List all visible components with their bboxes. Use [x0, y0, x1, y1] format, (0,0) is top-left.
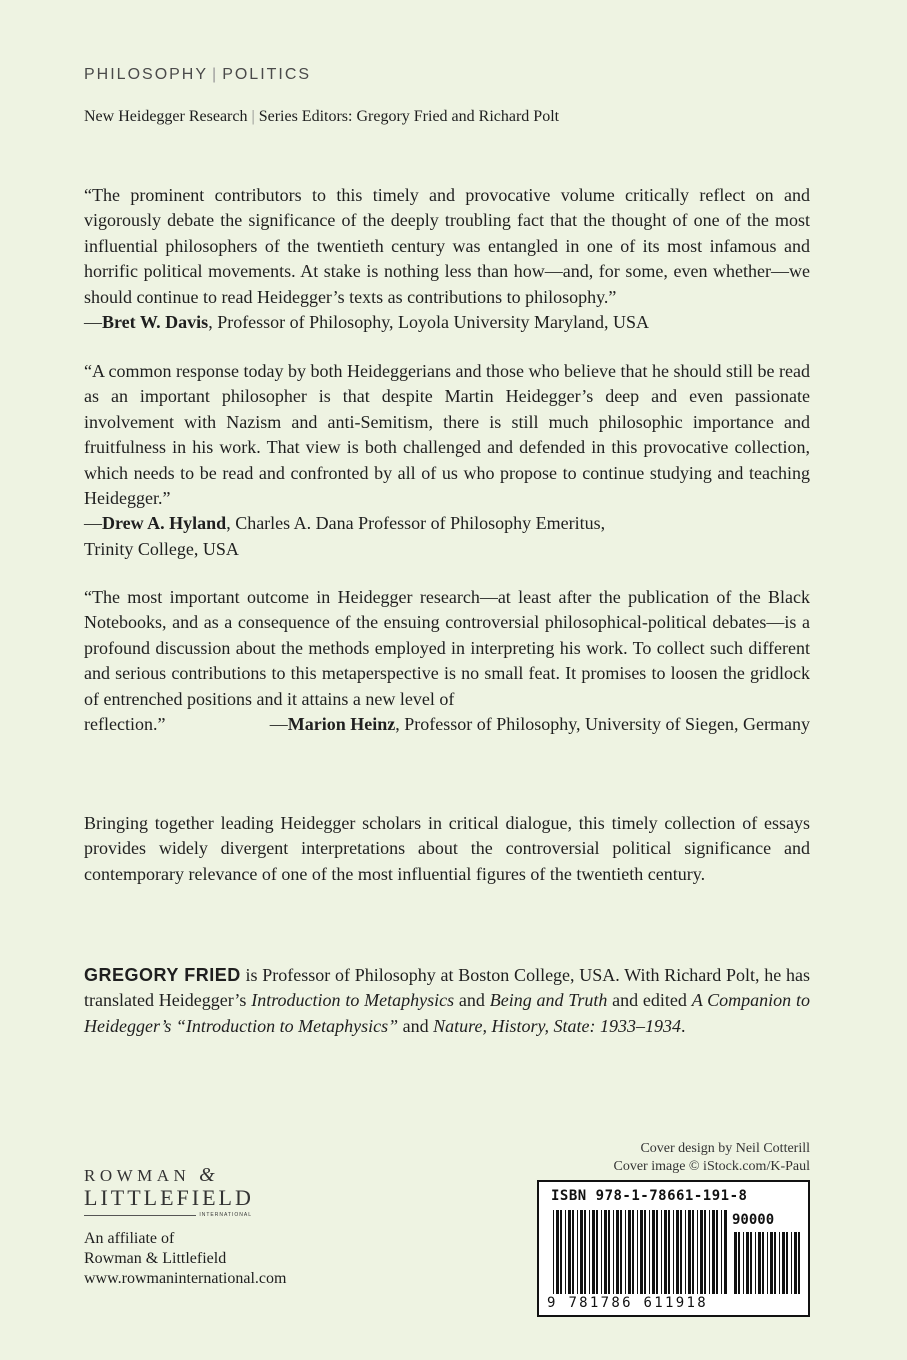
bio-text: . — [680, 1015, 686, 1036]
barcode-bar — [649, 1210, 650, 1294]
book-description: Bringing together leading Heidegger scholars in critical dialogue, this timely collection of essays provides widely divergent interpretations about the controversial political significance and contemporary relevance of one of the most influential figures of the twentieth century. — [84, 813, 810, 884]
logo-rowman: ROWMAN — [84, 1166, 191, 1185]
endorsement-1 — [84, 183, 810, 335]
category-politics: POLITICS — [222, 66, 312, 83]
logo-rule — [84, 1212, 252, 1218]
barcode-bar — [786, 1232, 788, 1294]
bio-text: and — [398, 1015, 434, 1036]
barcode-bar — [676, 1210, 679, 1294]
barcode-bar — [755, 1232, 756, 1294]
affiliate-line: An affiliate of — [84, 1230, 175, 1247]
barcode-bar — [782, 1232, 785, 1294]
endorsement-attribution — [270, 712, 810, 737]
barcode-bar — [652, 1210, 655, 1294]
series-separator: | — [251, 108, 255, 125]
barcode-bar — [734, 1232, 737, 1294]
bio-text: and edited — [607, 990, 692, 1011]
barcode-bar — [589, 1210, 590, 1294]
bio-text: and — [454, 990, 490, 1011]
barcode-bar — [620, 1210, 622, 1294]
barcode-bar — [568, 1210, 571, 1294]
barcode-bar — [770, 1232, 773, 1294]
barcode-bar — [794, 1232, 797, 1294]
endorser-name: Bret W. Davis — [102, 312, 209, 333]
barcode-bar — [767, 1232, 768, 1294]
price-code: 90000 — [732, 1212, 775, 1228]
barcode-bar — [697, 1210, 698, 1294]
barcode-bar — [704, 1210, 706, 1294]
barcode-bar — [613, 1210, 614, 1294]
barcode-bar — [668, 1210, 670, 1294]
bio-title: Introduction to Metaphysics — [251, 990, 455, 1011]
cover-design-credit: Cover design by Neil Cotterill — [640, 1141, 810, 1156]
barcode-bar — [592, 1210, 595, 1294]
barcode-bar — [685, 1210, 686, 1294]
barcode-bar — [601, 1210, 602, 1294]
barcode-bar — [637, 1210, 638, 1294]
barcode-bar — [700, 1210, 703, 1294]
endorsement-attribution — [84, 310, 810, 335]
publisher-website: www.rowmaninternational.com — [84, 1270, 287, 1287]
endorser-affiliation-line2: Trinity College, USA — [84, 538, 239, 559]
endorsement-text: “The most important outcome in Heidegger research—at least after the publication of the Black Notebooks, and as a consequence of the ensuing controversial philosophical-political debates—is a profound discussion about the methods employed in interpreting his work. To collect such different and serious contributions to this metaperspective is no small feat. It promises to loosen the gridlock of entrenched positions and it attains a new level of — [84, 587, 810, 709]
barcode-bar — [716, 1210, 718, 1294]
barcode-bar — [616, 1210, 619, 1294]
series-editors: Series Editors: Gregory Fried and Richard Polt — [258, 108, 560, 125]
publisher-logo — [84, 1165, 252, 1218]
logo-line-1 — [84, 1165, 252, 1186]
barcode-bar — [661, 1210, 662, 1294]
attribution-dash: — — [84, 513, 102, 534]
endorsement-attribution — [84, 511, 810, 536]
barcode-bar — [688, 1210, 691, 1294]
barcode-bar — [553, 1210, 554, 1294]
barcode-bar — [750, 1232, 752, 1294]
isbn-barcode — [537, 1180, 810, 1317]
logo-rule-line — [84, 1215, 196, 1216]
series-name: New Heidegger Research — [84, 108, 248, 125]
barcode-bar — [556, 1210, 559, 1294]
barcode-bar — [560, 1210, 562, 1294]
endorsement-text: “The prominent contributors to this timely and provocative volume critically reflect on and vigorously debate the significance of the deeply troubling fact that the thought of one of the most influential philosophers of the twentieth century was entangled in one of its most infamous and horrific political movements. At stake is nothing less than how—and, for some, even whether—we should continue to read Heidegger’s texts as contributions to philosophy.” — [84, 185, 810, 307]
barcode-bar — [596, 1210, 598, 1294]
barcode-bar — [664, 1210, 667, 1294]
barcode-bar — [758, 1232, 761, 1294]
publisher-info — [84, 1229, 286, 1289]
endorsement-text: “A common response today by both Heideggerians and those who believe that he should still be read as an important philosopher is that despite Martin Heidegger’s deep and even passionate involvement with Nazism and anti-Semitism, there is still much philosophic importance and fruitfulness in his work. That view is both challenged and defended in this provocative collection, which needs to be read and confronted by all of us who propose to continue studying and teaching Heidegger.” — [84, 361, 810, 509]
author-bio — [84, 963, 810, 1039]
barcode-bar — [724, 1210, 727, 1294]
bio-title: Being and Truth — [489, 990, 608, 1011]
isbn-label: ISBN 978-1-78661-191-8 — [551, 1188, 748, 1204]
barcode-bar — [604, 1210, 607, 1294]
cover-image-credit: Cover image © iStock.com/K-Paul — [613, 1159, 810, 1174]
barcode-bar — [644, 1210, 646, 1294]
endorsement-last-line — [84, 712, 810, 737]
barcode-bar — [625, 1210, 626, 1294]
series-line — [84, 108, 559, 126]
barcode-bar — [746, 1232, 749, 1294]
barcode-bar — [779, 1232, 780, 1294]
category-philosophy: PHILOSOPHY — [84, 66, 209, 83]
barcode-bar — [692, 1210, 694, 1294]
barcode-bar — [798, 1232, 800, 1294]
logo-line-2: LITTLEFIELD — [84, 1185, 254, 1210]
barcode-bar — [673, 1210, 674, 1294]
barcode-bar — [572, 1210, 574, 1294]
barcode-bar — [628, 1210, 631, 1294]
bio-text: is Professor of Philosophy at Boston College, USA. With Richard Polt, he has translated Heidegger’s — [84, 965, 810, 1011]
barcode-bar — [640, 1210, 643, 1294]
barcode-bar — [584, 1210, 586, 1294]
barcode-bar — [680, 1210, 682, 1294]
barcode-bar — [743, 1232, 744, 1294]
attribution-dash: — — [84, 312, 102, 333]
endorsement-text-end: reflection.” — [84, 714, 166, 735]
endorser-affiliation: , Charles A. Dana Professor of Philosophy Emeritus, — [226, 513, 606, 534]
affiliate-name: Rowman & Littlefield — [84, 1250, 227, 1267]
bio-title: A Companion to Heidegger’s “Introduction to Metaphysics” — [84, 990, 810, 1036]
author-name: GREGORY FRIED — [84, 965, 241, 985]
endorser-name: Marion Heinz — [287, 714, 396, 735]
barcode-bar — [712, 1210, 715, 1294]
endorsement-3 — [84, 585, 810, 737]
ean-number: 9 781786 611918 — [547, 1295, 708, 1311]
barcode-bar — [565, 1210, 566, 1294]
endorser-affiliation: , Professor of Philosophy, Loyola University Maryland, USA — [208, 312, 649, 333]
cover-credits — [614, 1140, 811, 1176]
barcode-bar — [721, 1210, 722, 1294]
barcode-bar — [791, 1232, 792, 1294]
barcode-bar — [738, 1232, 740, 1294]
barcode-bar — [577, 1210, 578, 1294]
attribution-dash: — — [269, 714, 288, 735]
logo-international: INTERNATIONAL — [199, 1212, 252, 1218]
endorsement-2 — [84, 359, 810, 562]
barcode-bar — [608, 1210, 610, 1294]
endorser-name: Drew A. Hyland — [102, 513, 227, 534]
category-separator: | — [212, 66, 219, 83]
barcode-bar — [580, 1210, 583, 1294]
logo-ampersand: & — [199, 1164, 220, 1186]
barcode-bar — [632, 1210, 634, 1294]
subject-category — [84, 66, 311, 84]
barcode-bar — [762, 1232, 764, 1294]
endorser-affiliation: , Professor of Philosophy, University of Siegen, Germany — [395, 714, 810, 735]
barcode-bar — [774, 1232, 776, 1294]
bio-title: Nature, History, State: 1933–1934 — [433, 1015, 681, 1036]
barcode-bar — [709, 1210, 710, 1294]
barcode-bar — [656, 1210, 658, 1294]
